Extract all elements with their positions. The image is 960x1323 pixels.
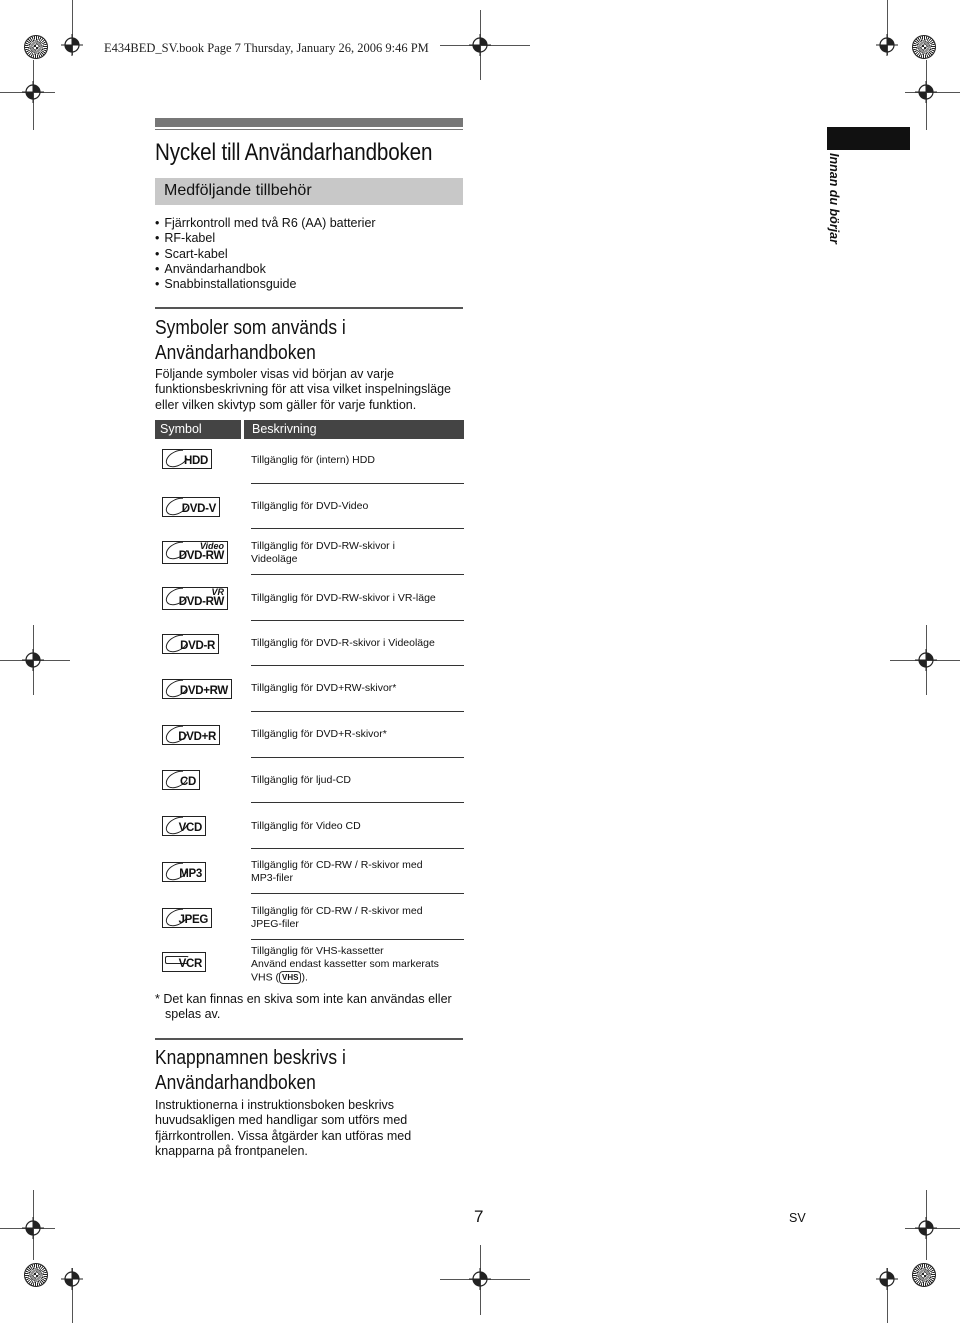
registration-disc-icon <box>24 35 48 59</box>
symbol-table-header <box>155 420 464 439</box>
buttons-body: Instruktionerna i instruktionsboken beskrivs huvudsakligen med handligar som utförs med fjärrkontrollen. Vissa åtgärder kan utföras med knapparna på frontpanelen. <box>155 1098 412 1159</box>
crosshair-icon <box>915 81 937 103</box>
table-row: DVD+R Tillgänglig för DVD+R-skivor* <box>155 714 464 758</box>
cd-icon: CD <box>162 770 200 790</box>
crosshair-icon <box>469 34 491 56</box>
list-item: • Fjärrkontroll med två R6 (AA) batterier <box>155 216 376 231</box>
list-item: • RF-kabel <box>155 231 376 246</box>
table-row: VCR Tillgänglig för VHS-kassetter Använd endast kassetter som markerats VHS ( VHS ). <box>155 942 464 992</box>
registration-disc-icon <box>24 1263 48 1287</box>
title-rule-thin <box>155 129 463 130</box>
registration-disc-icon <box>912 1263 936 1287</box>
vcr-icon: VCR <box>162 952 206 972</box>
vcd-icon: VCD <box>162 816 206 836</box>
jpeg-icon: JPEG <box>162 908 212 928</box>
mp3-icon: MP3 <box>162 862 206 882</box>
crosshair-icon <box>22 649 44 671</box>
buttons-heading: Knappnamnen beskrivs i Användarhandboken <box>155 1046 346 1094</box>
table-row: DVD+RW Tillgänglig för DVD+RW-skivor* <box>155 668 464 712</box>
footnote: * Det kan finnas en skiva som inte kan användas eller spelas av. <box>155 992 452 1022</box>
table-row: DVD-R Tillgänglig för DVD-R-skivor i Videoläge <box>155 622 464 666</box>
table-row: JPEG Tillgänglig för CD-RW / R-skivor med JPEG-filer <box>155 896 464 940</box>
crosshair-icon <box>876 34 898 56</box>
table-row: Video DVD-RW Tillgänglig för DVD-RW-skivor i Videoläge <box>155 531 464 575</box>
table-row: DVD-V Tillgänglig för DVD-Video <box>155 485 464 529</box>
accessories-heading: Medföljande tillbehör <box>164 182 312 199</box>
dvd-v-icon: DVD-V <box>162 497 220 517</box>
column-header-symbol: Symbol <box>155 420 241 439</box>
symbols-intro: Följande symboler visas vid början av varje funktionsbeskrivning för att visa vilket inspelningsläge eller vilken skivtyp som gäller för varje funktion. <box>155 367 451 412</box>
page-number: 7 <box>474 1207 484 1226</box>
table-row: VR DVD-RW Tillgänglig för DVD-RW-skivor i VR-läge <box>155 577 464 621</box>
crosshair-icon <box>22 1217 44 1239</box>
title-rule <box>155 118 463 127</box>
column-header-description: Beskrivning <box>244 420 464 439</box>
table-row: HDD Tillgänglig för (intern) HDD <box>155 440 464 484</box>
accessories-list <box>155 216 376 292</box>
crosshair-icon <box>61 34 83 56</box>
page-language: SV <box>789 1211 806 1225</box>
table-row: CD Tillgänglig för ljud-CD <box>155 759 464 803</box>
section-rule <box>155 1038 463 1040</box>
dvd-rw-vr-icon: VR DVD-RW <box>162 587 228 610</box>
table-row: VCD Tillgänglig för Video CD <box>155 805 464 849</box>
crosshair-icon <box>469 1268 491 1290</box>
symbols-heading: Symboler som används i Användarhandboken <box>155 316 346 364</box>
section-tab-block <box>827 127 910 150</box>
accessories-heading-bar <box>155 178 463 205</box>
list-item: • Scart-kabel <box>155 247 376 262</box>
crosshair-icon <box>61 1268 83 1290</box>
crosshair-icon <box>915 649 937 671</box>
dvd-plus-r-icon: DVD+R <box>162 725 220 745</box>
list-item: • Snabbinstallationsguide <box>155 277 376 292</box>
hdd-icon: HDD <box>162 449 212 469</box>
side-tab-label: Innan du börjar <box>827 153 841 244</box>
crosshair-icon <box>876 1268 898 1290</box>
dvd-rw-video-icon: Video DVD-RW <box>162 541 228 564</box>
registration-disc-icon <box>912 35 936 59</box>
dvd-plus-rw-icon: DVD+RW <box>162 679 232 699</box>
side-tab <box>826 153 846 253</box>
crosshair-icon <box>915 1217 937 1239</box>
section-rule <box>155 307 463 309</box>
print-header: E434BED_SV.book Page 7 Thursday, January 26, 2006 9:46 PM <box>104 41 429 55</box>
page-title: Nyckel till Användarhandboken <box>155 139 433 166</box>
dvd-r-icon: DVD-R <box>162 634 219 654</box>
crosshair-icon <box>22 81 44 103</box>
list-item: • Användarhandbok <box>155 262 376 277</box>
vhs-logo-icon: VHS <box>279 971 301 984</box>
table-row: MP3 Tillgänglig för CD-RW / R-skivor med MP3-filer <box>155 850 464 894</box>
